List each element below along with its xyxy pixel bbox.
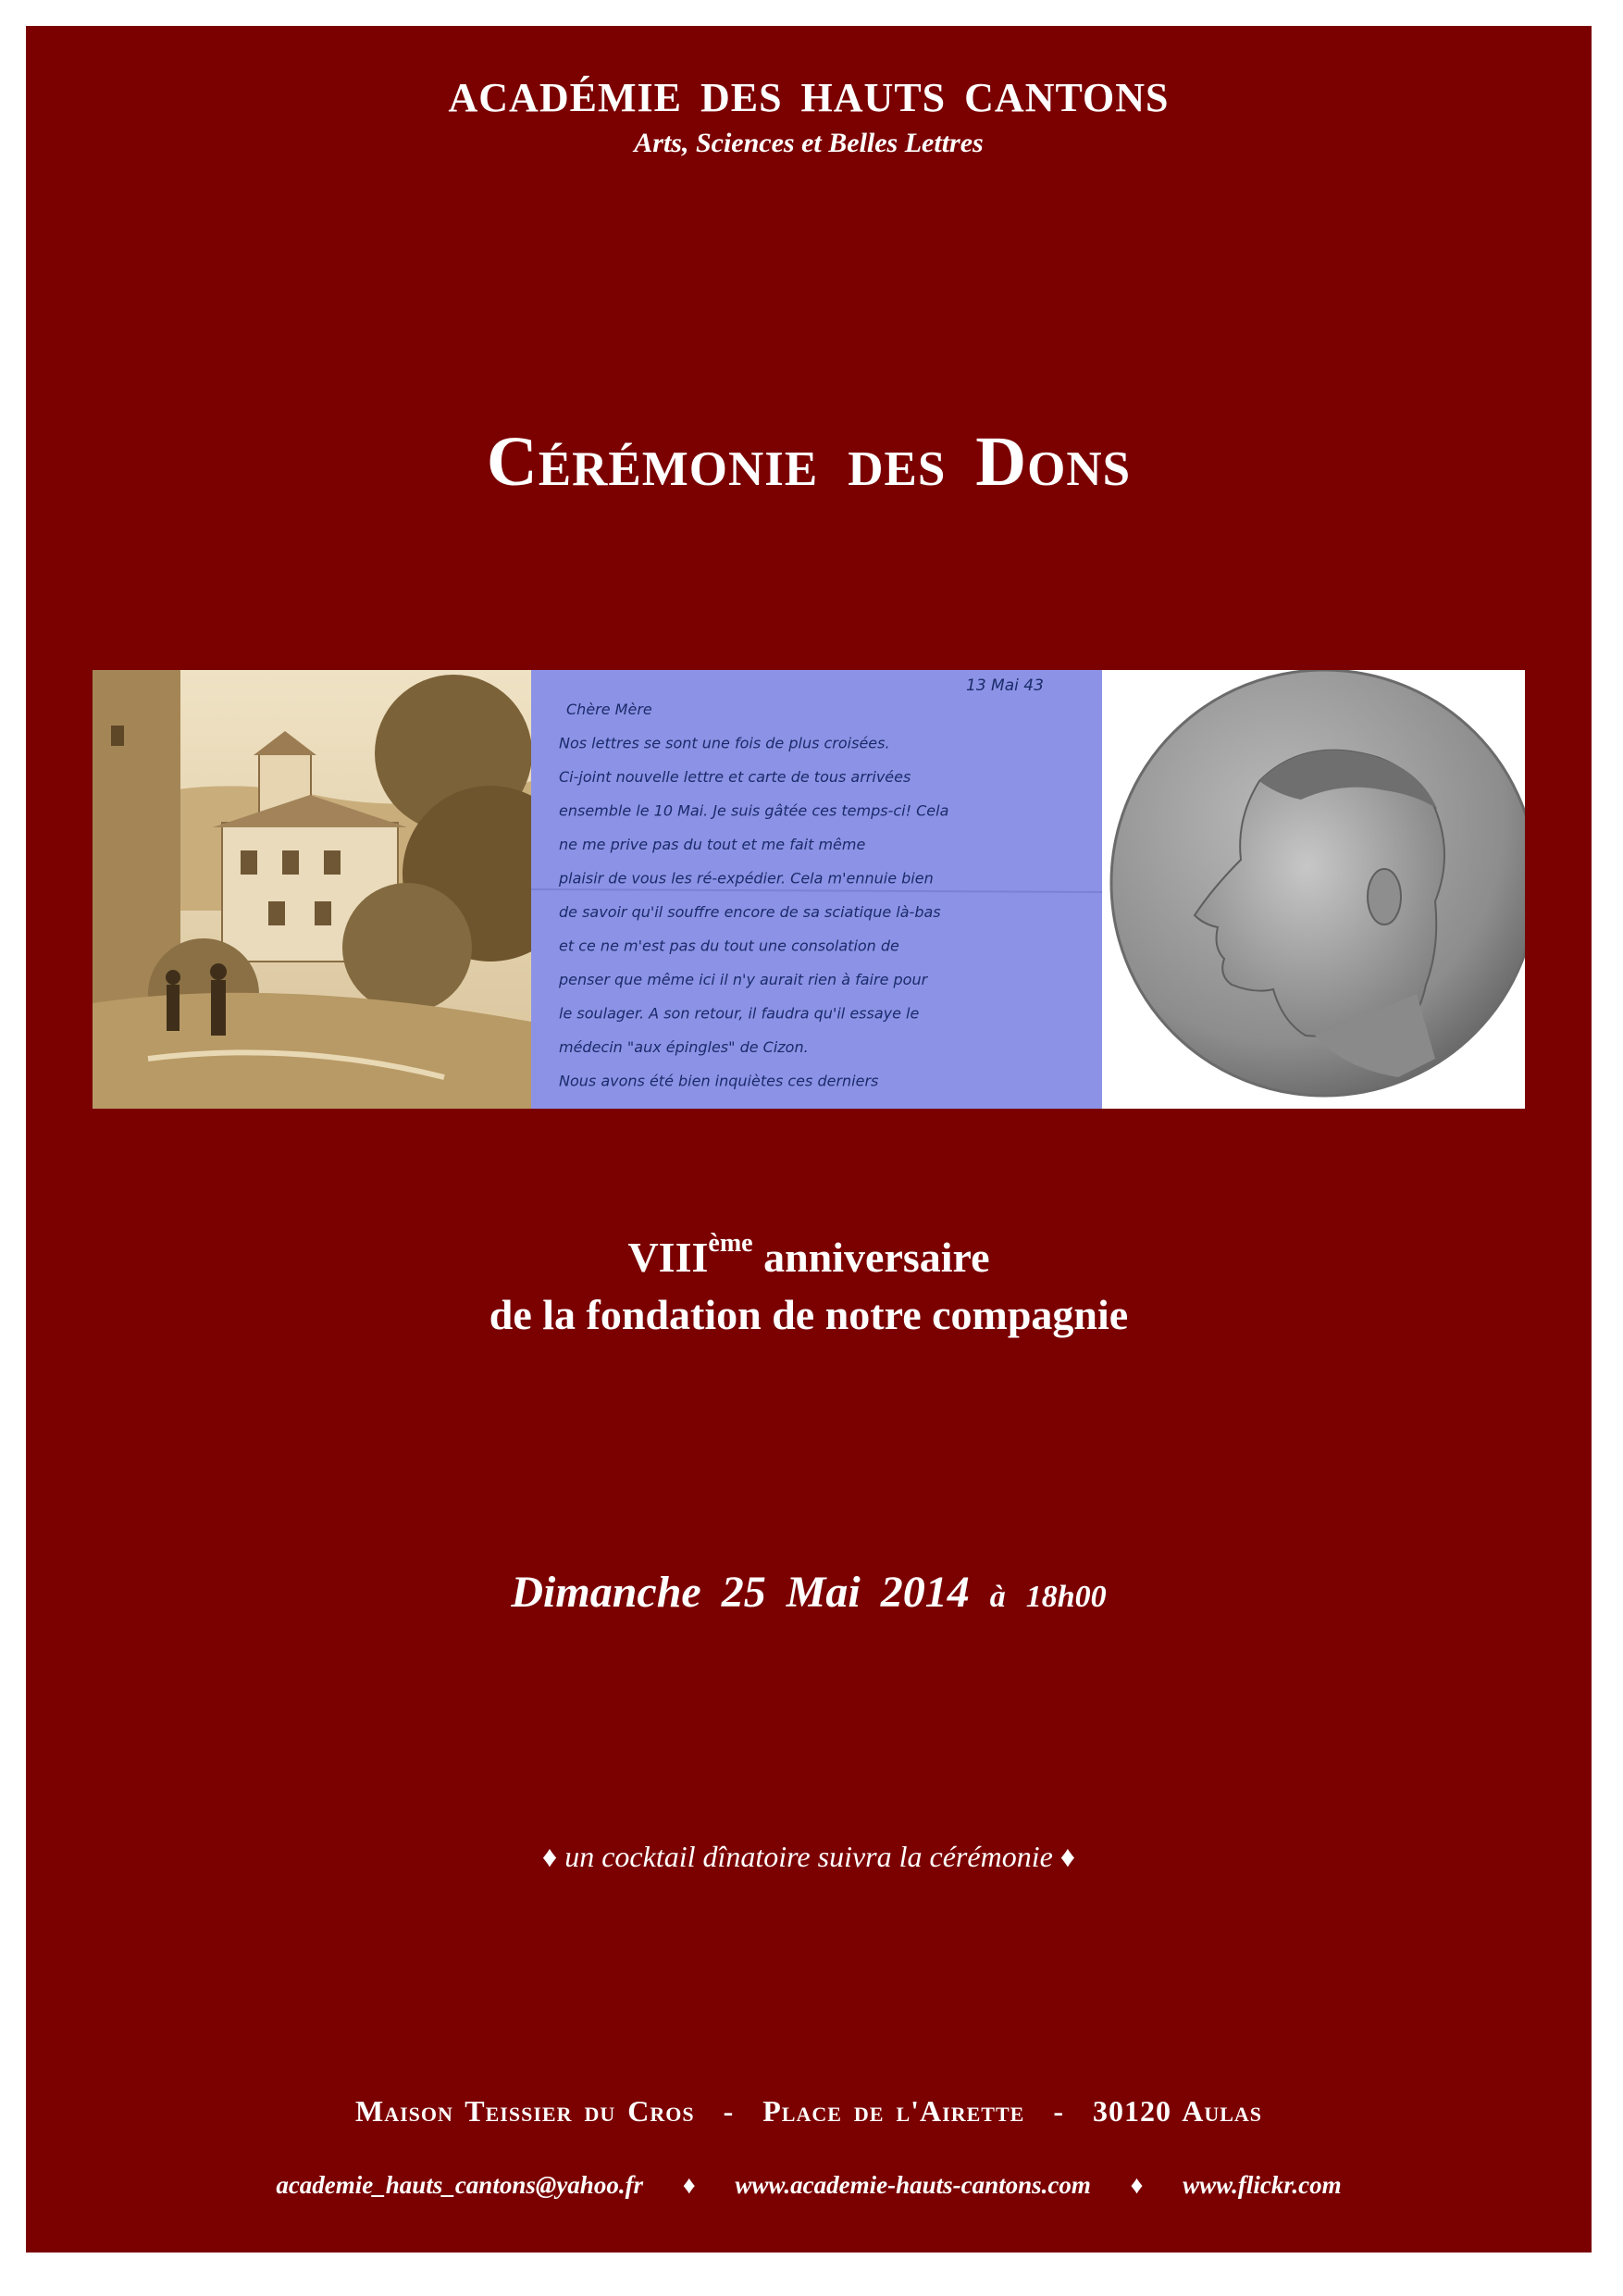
poster <box>26 26 1592 2253</box>
medallion-photo <box>1102 670 1525 1109</box>
website-link[interactable]: www.academie-hauts-cantons.com <box>735 2171 1091 2199</box>
event-time: 18h00 <box>1025 1580 1107 1614</box>
letter-line: ne me prive pas du tout et me fait même <box>559 836 866 853</box>
letter-line: Nous avons été bien inquiètes ces derniers <box>559 1072 879 1090</box>
address-separator: - <box>723 2094 735 2128</box>
letter-line: ensemble le 10 Mai. Je suis gâtée ces temps-ci! Cela <box>559 801 949 820</box>
letter-line: Ci-joint nouvelle lettre et carte de tous arrivées <box>559 768 911 786</box>
letter-line: de savoir qu'il souffre encore de sa sciatique là-bas <box>559 903 941 921</box>
anniversary-word: anniversaire <box>763 1234 990 1281</box>
village-photo-drawing <box>93 670 531 1109</box>
letter-line: médecin "aux épingles" de Cizon. <box>559 1038 809 1056</box>
diamond-icon: ♦ <box>541 1840 558 1873</box>
address-city: 30120 Aulas <box>1092 2094 1262 2128</box>
sepia-village-photo <box>93 670 531 1109</box>
anniversary-ordinal-suffix: ème <box>708 1229 753 1258</box>
address-place: Place de l'Airette <box>762 2094 1025 2128</box>
photo-strip <box>93 670 1525 1109</box>
academy-subtitle: Arts, Sciences et Belles Lettres <box>634 128 984 158</box>
anniversary <box>26 1229 1592 1344</box>
academy-name: ACADÉMIE DES HAUTS CANTONS <box>448 75 1170 120</box>
email-link[interactable]: academie_hauts_cantons@yahoo.fr <box>276 2171 644 2199</box>
event-date-at: à <box>989 1580 1006 1614</box>
medallion-drawing <box>1102 670 1525 1109</box>
event-date-main: Dimanche 25 Mai 2014 <box>511 1568 970 1617</box>
diamond-icon: ♦ <box>682 2171 696 2199</box>
cocktail-note <box>26 1840 1592 1874</box>
letter-line: le soulager. A son retour, il faudra qu'il essaye le <box>559 1004 920 1023</box>
event-title: Cérémonie des Dons <box>486 423 1132 501</box>
event-date <box>26 1567 1592 1618</box>
letter-line: et ce ne m'est pas du tout une consolation de <box>559 937 899 955</box>
letter-line: Nos lettres se sont une fois de plus croisées. <box>559 734 890 752</box>
diamond-icon: ♦ <box>1059 1840 1076 1873</box>
flickr-link[interactable]: www.flickr.com <box>1183 2171 1342 2199</box>
letter-line: penser que même ici il n'y aurait rien à faire pour <box>559 971 928 988</box>
diamond-icon: ♦ <box>1130 2171 1144 2199</box>
anniversary-line-1 <box>26 1229 1592 1286</box>
handwritten-letter <box>531 670 1102 1109</box>
anniversary-ordinal: VIII <box>627 1234 709 1281</box>
address-separator: - <box>1053 2094 1064 2128</box>
cocktail-text: un cocktail dînatoire suivra la cérémonie <box>564 1840 1053 1873</box>
letter-line: plaisir de vous les ré-expédier. Cela m'ennuie bien <box>559 869 934 887</box>
letter-date: 13 Mai 43 <box>966 676 1044 695</box>
letter-line: Chère Mère <box>566 701 652 718</box>
anniversary-line-2: de la fondation de notre compagnie <box>489 1291 1129 1338</box>
contacts <box>26 2171 1592 2200</box>
address <box>26 2094 1592 2128</box>
letter-drawing <box>531 670 1102 1109</box>
address-venue: Maison Teissier du Cros <box>354 2094 695 2128</box>
